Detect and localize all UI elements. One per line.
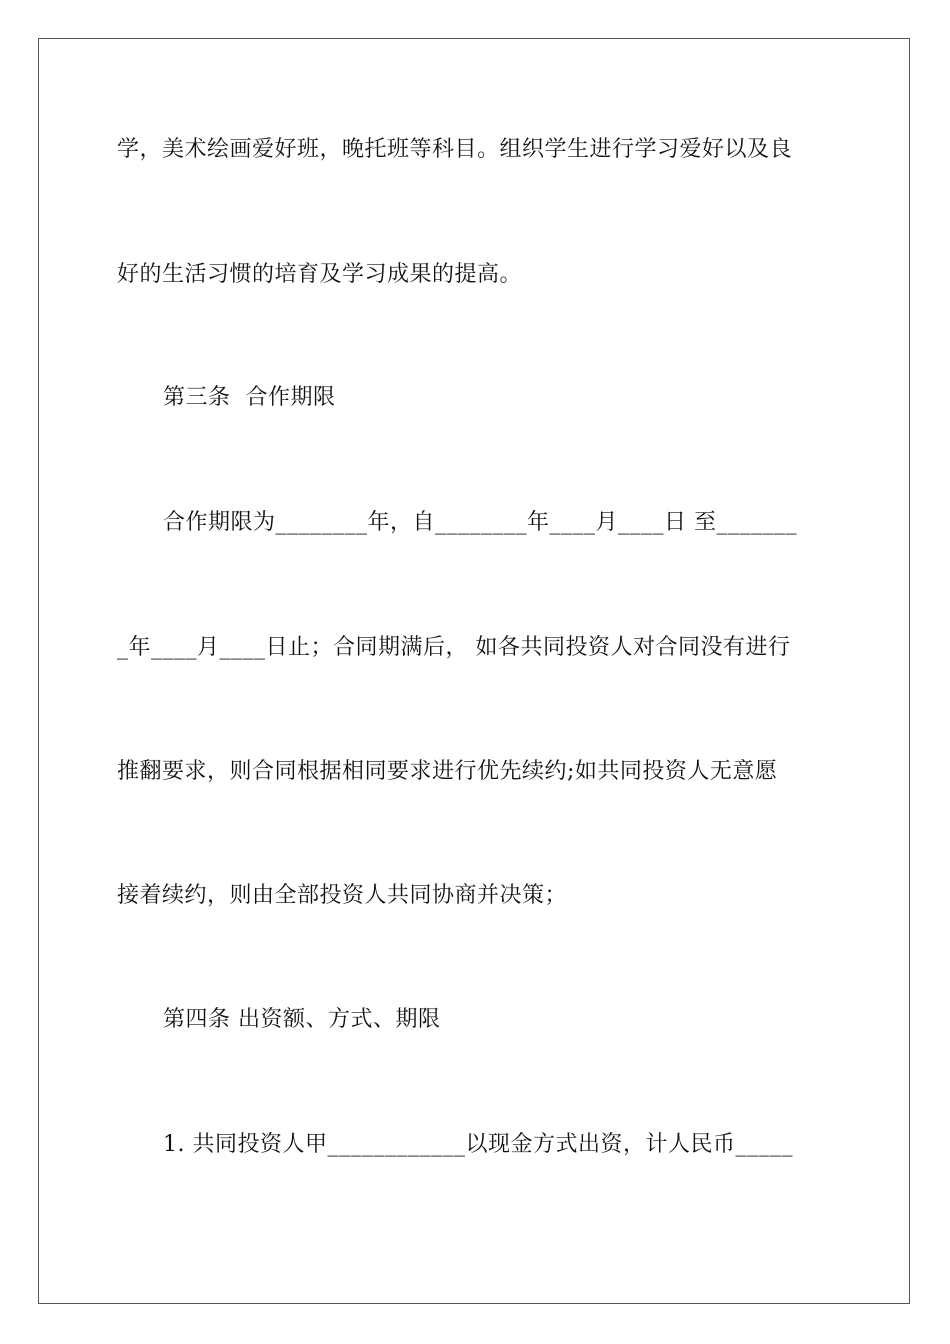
paragraph-line: 1. 共同投资人甲____________以现金方式出资，计人民币_____	[163, 1132, 793, 1157]
page-border	[38, 38, 910, 1304]
paragraph-line: _年____月____日止；合同期满后， 如各共同投资人对合同没有进行	[117, 635, 791, 660]
paragraph-line: 好的生活习惯的培育及学习成果的提高。	[117, 262, 523, 287]
section-heading: 第四条 出资额、方式、期限	[163, 1007, 441, 1032]
paragraph-line: 推翻要求，则合同根据相同要求进行优先续约;如共同投资人无意愿	[117, 759, 778, 784]
paragraph-line: 学，美术绘画爱好班，晚托班等科目。组织学生进行学习爱好以及良	[117, 137, 793, 162]
section-heading: 第三条 合作期限	[163, 385, 336, 410]
paragraph-line: 接着续约，则由全部投资人共同协商并决策；	[117, 883, 568, 908]
paragraph-line: 合作期限为________年，自________年____月____日 至_______	[163, 510, 797, 535]
